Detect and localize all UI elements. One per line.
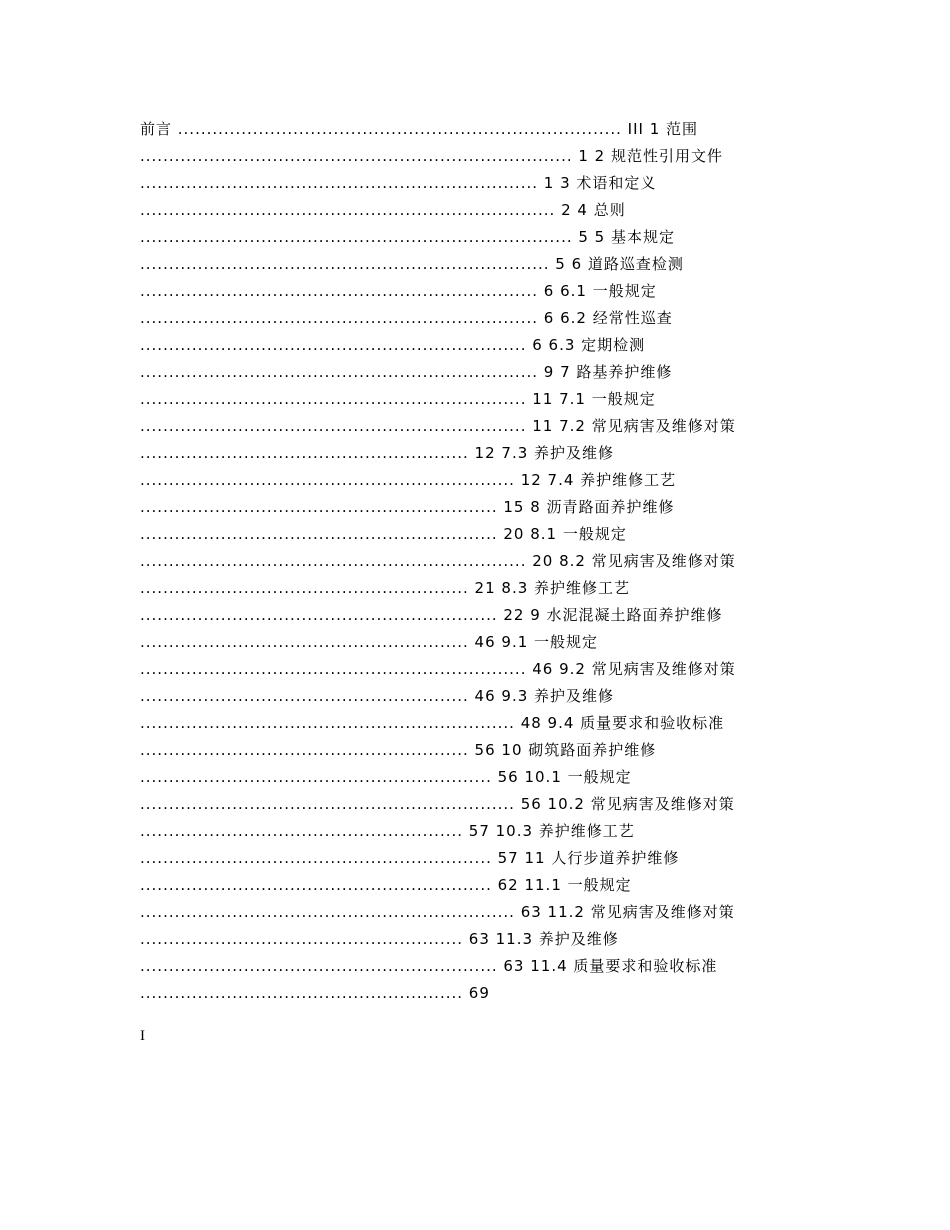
toc-line[interactable]: .............................................................. 20 8.1 一般规定 (140, 525, 627, 543)
toc-line[interactable]: ................................................................. 12 7.4 养护维修工艺 (140, 471, 677, 489)
toc-line[interactable]: ......................................................... 46 9.3 养护及维修 (140, 687, 615, 705)
toc-line[interactable]: ............................................................. 56 10.1 一般规定 (140, 768, 632, 786)
toc-line[interactable]: .............................................................. 15 8 沥青路面养护维修 (140, 498, 675, 516)
toc-line[interactable]: ........................................................................... 1 2 规范性引用文件 (140, 147, 723, 165)
toc-line[interactable]: ..................................................................... 1 3 术语和定义 (140, 174, 657, 192)
toc-line[interactable]: ......................................................... 46 9.1 一般规定 (140, 633, 599, 651)
toc-line[interactable]: ................................................................... 11 7.1 一般规定 (140, 390, 656, 408)
toc-line[interactable]: ........................................................ 63 11.3 养护及维修 (140, 930, 619, 948)
toc-line[interactable]: ................................................................... 6 6.3 定期检测 (140, 336, 646, 354)
toc-line[interactable]: ....................................................................... 5 6 道路巡查检测 (140, 255, 684, 273)
toc-line[interactable]: ................................................................. 63 11.2 常见病害及维修对策 (140, 903, 735, 921)
toc-line[interactable]: ................................................................... 11 7.2 常见病害及维修对策 (140, 417, 736, 435)
toc-line[interactable]: ..................................................................... 6 6.2 经常性巡查 (140, 309, 673, 327)
toc-line[interactable]: ......................................................... 56 10 砌筑路面养护维修 (140, 741, 657, 759)
toc-line[interactable]: ................................................................. 48 9.4 质量要求和验收标准 (140, 714, 725, 732)
toc-line[interactable]: ........................................................................ 2 4 总则 (140, 201, 626, 219)
toc-line[interactable]: ......................................................... 12 7.3 养护及维修 (140, 444, 615, 462)
toc-line[interactable]: ..................................................................... 9 7 路基养护维修 (140, 363, 673, 381)
toc-line[interactable]: ............................................................. 57 11 人行步道养护维修 (140, 849, 680, 867)
toc-line[interactable]: ................................................................... 46 9.2 常见病害及维修对策 (140, 660, 736, 678)
page-number: I (140, 1028, 145, 1044)
toc-line[interactable]: ................................................................. 56 10.2 常见病害及维修对策 (140, 795, 735, 813)
toc-line[interactable]: 前言 ............................................................................. III 1 范围 (140, 120, 699, 138)
table-of-contents (140, 116, 820, 1007)
toc-line[interactable]: ........................................................................... 5 5 基本规定 (140, 228, 675, 246)
toc-line[interactable]: ......................................................... 21 8.3 养护维修工艺 (140, 579, 631, 597)
toc-line[interactable]: ............................................................. 62 11.1 一般规定 (140, 876, 632, 894)
toc-line[interactable]: ..................................................................... 6 6.1 一般规定 (140, 282, 657, 300)
toc-line[interactable]: ........................................................ 57 10.3 养护维修工艺 (140, 822, 635, 840)
toc-line[interactable]: ........................................................ 69 (140, 984, 490, 1002)
toc-line[interactable]: .............................................................. 63 11.4 质量要求和验收标准 (140, 957, 718, 975)
toc-line[interactable]: ................................................................... 20 8.2 常见病害及维修对策 (140, 552, 736, 570)
toc-line[interactable]: .............................................................. 22 9 水泥混凝土路面养护维修 (140, 606, 723, 624)
